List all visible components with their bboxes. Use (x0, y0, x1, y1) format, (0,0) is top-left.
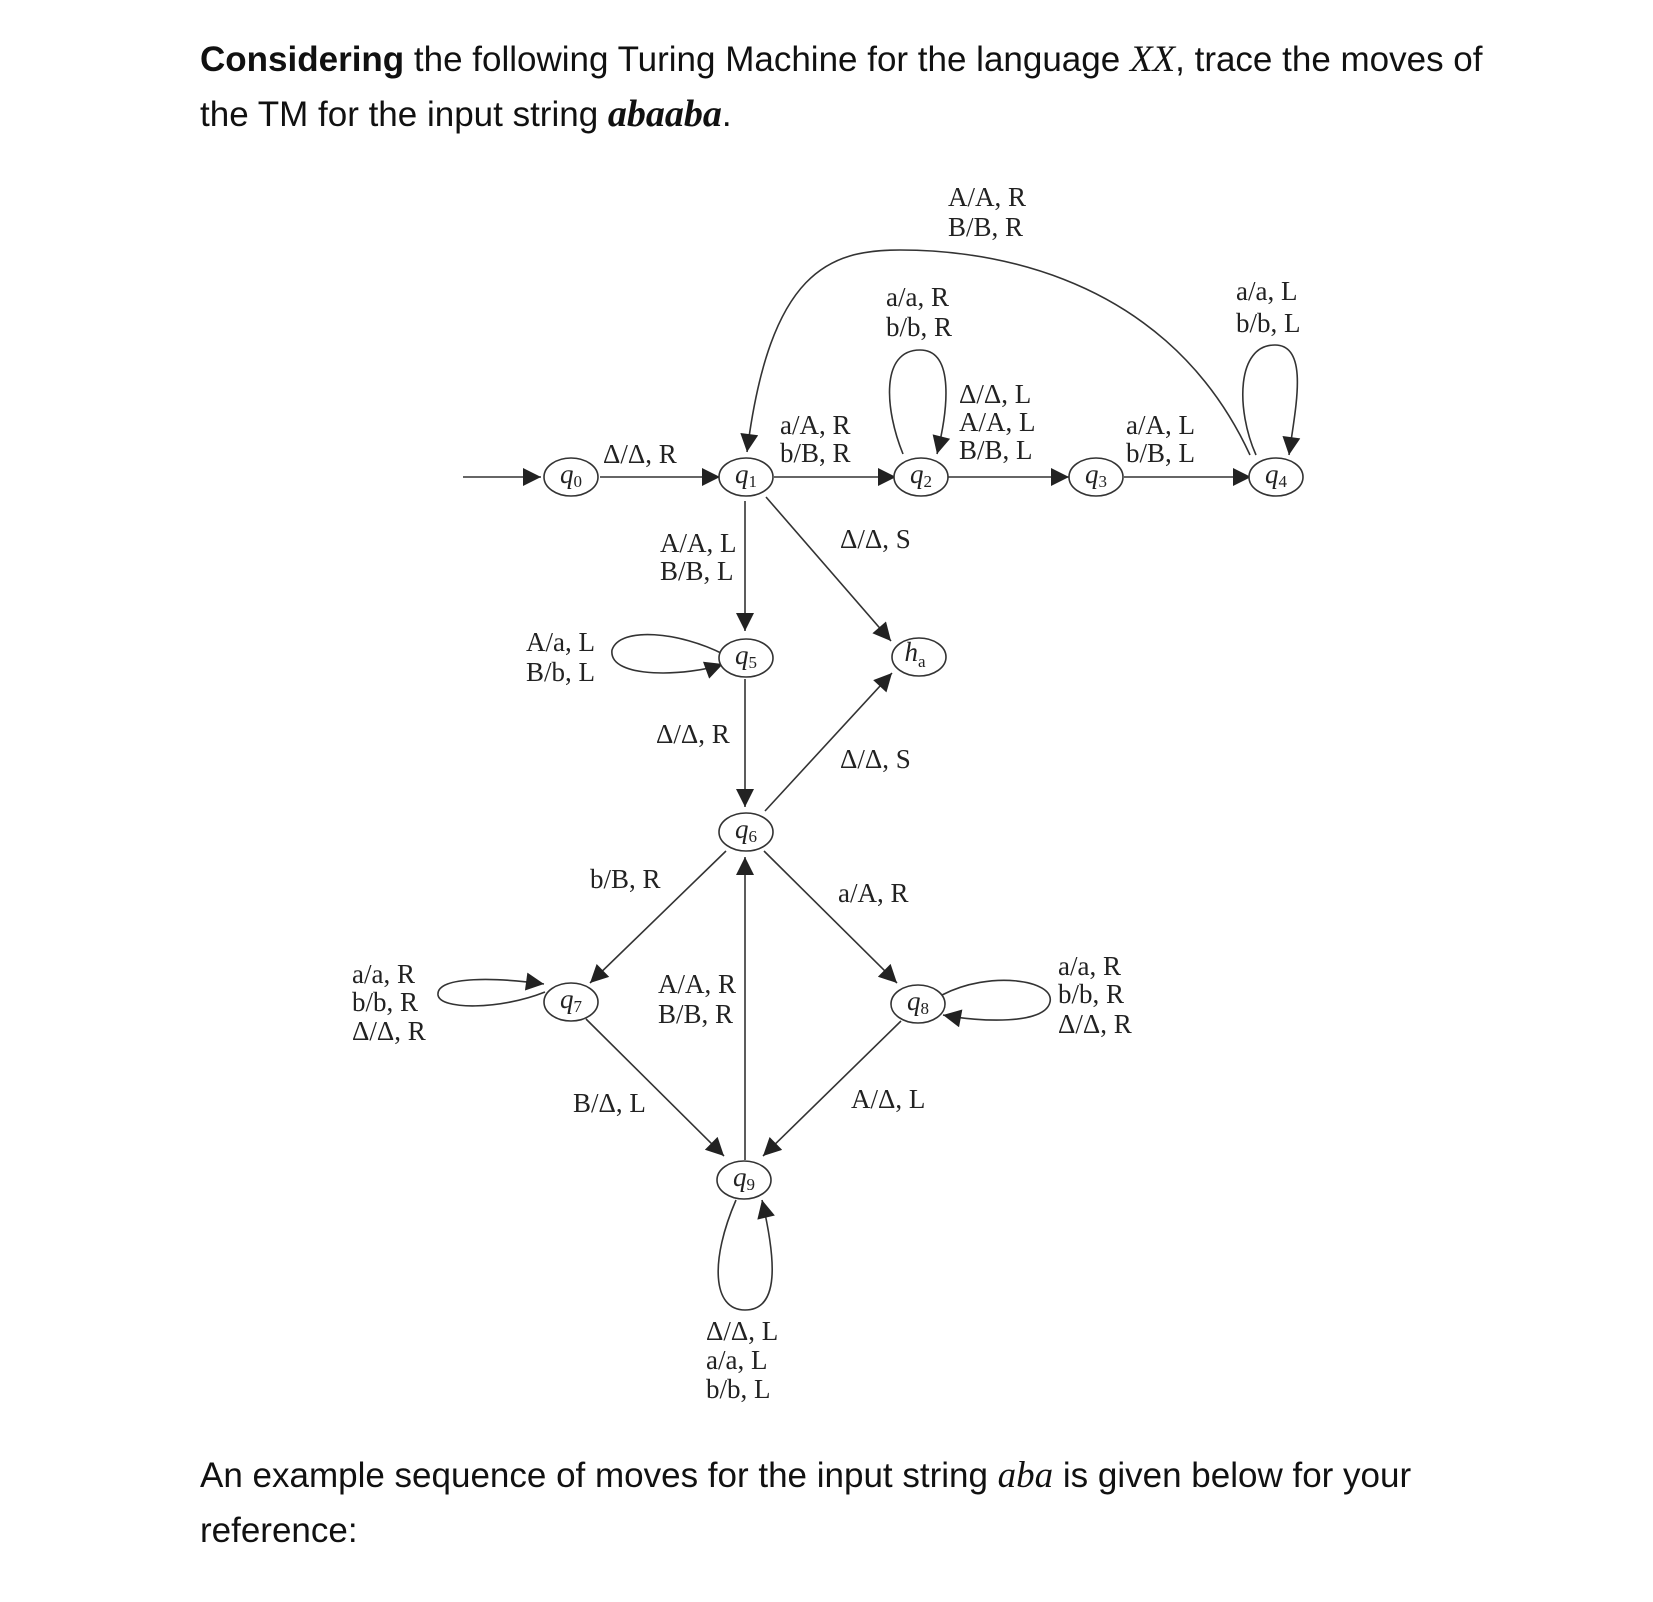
label-q9-q6-2: B/B, R (658, 999, 734, 1029)
state-q2-sub: 2 (923, 471, 932, 491)
question-end: . (721, 95, 732, 134)
state-q5-sub: 5 (748, 652, 757, 672)
label-q8-loop-1: a/a, R (1058, 951, 1121, 981)
label-q4-loop-2: b/b, L (1236, 308, 1301, 338)
label-q1-q5-2: B/B, L (660, 556, 734, 586)
loop-q4 (1243, 345, 1298, 455)
state-q7 (544, 983, 598, 1021)
label-q9-q6-1: A/A, R (658, 969, 737, 999)
state-q8 (891, 985, 945, 1023)
label-q7-loop-1: a/a, R (352, 959, 415, 989)
label-q8-q9: A/Δ, L (851, 1084, 926, 1114)
state-ha-main: h (904, 637, 918, 668)
label-q7-loop-2: b/b, R (352, 987, 419, 1017)
state-q4-sub: 4 (1278, 471, 1287, 491)
loop-q2 (890, 350, 946, 454)
state-q6-main: q (735, 814, 749, 845)
state-q9 (717, 1161, 771, 1199)
state-q7-sub: 7 (573, 996, 582, 1016)
edge-q1-ha (766, 497, 891, 641)
question-text-2: , trace the moves of the TM for the input string (200, 40, 1483, 134)
label-q8-loop-3: Δ/Δ, R (1058, 1009, 1132, 1039)
label-q7-loop-3: Δ/Δ, R (352, 1016, 426, 1046)
state-q3 (1069, 458, 1123, 496)
state-q2-main: q (910, 459, 924, 490)
state-q9-main: q (733, 1162, 747, 1193)
state-ha-sub: a (917, 651, 926, 671)
label-q2-q3-2: A/A, L (959, 407, 1036, 437)
state-q6-sub: 6 (748, 826, 757, 846)
loop-q8 (942, 980, 1050, 1020)
footer-text-1: An example sequence of moves for the input string (200, 1456, 998, 1495)
state-q1-main: q (735, 459, 749, 490)
state-q3-sub: 3 (1098, 471, 1107, 491)
transition-labels (352, 182, 1301, 1404)
label-q5-loop-1: A/a, L (526, 627, 595, 657)
language-name: XX (1129, 39, 1176, 80)
label-q9-loop-2: a/a, L (706, 1345, 768, 1375)
state-ha (892, 637, 946, 676)
label-q6-ha: Δ/Δ, S (840, 744, 911, 774)
loop-q9 (718, 1200, 772, 1310)
state-q4-main: q (1265, 459, 1279, 490)
label-q5-loop-2: B/b, L (526, 657, 596, 687)
label-q4-loop-1: a/a, L (1236, 276, 1298, 306)
label-q6-q7: b/B, R (590, 864, 661, 894)
label-q2-loop-2: b/b, R (886, 312, 953, 342)
label-q2-loop-1: a/a, R (886, 282, 949, 312)
footer-text-2: is given below for your reference: (200, 1456, 1412, 1550)
example-string: aba (997, 1455, 1054, 1496)
label-q0-q1: Δ/Δ, R (603, 439, 677, 469)
label-q1-q2-1: a/A, R (780, 410, 851, 440)
state-q0 (544, 458, 598, 496)
edge-q6-q8 (764, 851, 897, 983)
state-q8-sub: 8 (920, 998, 929, 1018)
state-q2 (894, 458, 948, 496)
state-q9-sub: 9 (746, 1174, 755, 1194)
state-q1-sub: 1 (748, 471, 757, 491)
label-q4-q1-2: B/B, R (948, 212, 1024, 242)
state-q4 (1249, 458, 1303, 496)
state-q8-main: q (907, 986, 921, 1017)
label-q2-q3-3: B/B, L (959, 435, 1033, 465)
question-lead-bold: Considering (200, 40, 405, 79)
question-text-1: the following Turing Machine for the language (404, 40, 1130, 79)
state-q7-main: q (560, 984, 574, 1015)
state-q5-main: q (735, 640, 749, 671)
label-q1-ha: Δ/Δ, S (840, 524, 911, 554)
label-q7-q9: B/Δ, L (573, 1088, 646, 1118)
loop-q5 (612, 635, 723, 673)
state-q5 (719, 639, 773, 677)
input-string: abaaba (607, 93, 722, 135)
label-q2-q3-1: Δ/Δ, L (959, 379, 1032, 409)
state-q0-sub: 0 (573, 471, 582, 491)
state-q3-main: q (1085, 459, 1099, 490)
label-q5-q6: Δ/Δ, R (656, 719, 730, 749)
state-q0-main: q (560, 459, 574, 490)
edges (438, 250, 1297, 1310)
label-q8-loop-2: b/b, R (1058, 979, 1125, 1009)
state-q1 (719, 458, 773, 496)
label-q3-q4-2: b/B, L (1126, 438, 1196, 468)
state-q6 (719, 813, 773, 851)
label-q9-loop-3: b/b, L (706, 1374, 771, 1404)
label-q9-loop-1: Δ/Δ, L (706, 1316, 779, 1346)
loop-q7 (438, 980, 545, 1006)
label-q4-q1-1: A/A, R (948, 182, 1027, 212)
label-q1-q5-1: A/A, L (660, 528, 737, 558)
label-q1-q2-2: b/B, R (780, 438, 851, 468)
edge-q6-ha (765, 673, 892, 811)
label-q6-q8: a/A, R (838, 878, 909, 908)
footer-text (200, 1448, 1500, 1558)
label-q3-q4-1: a/A, L (1126, 410, 1195, 440)
